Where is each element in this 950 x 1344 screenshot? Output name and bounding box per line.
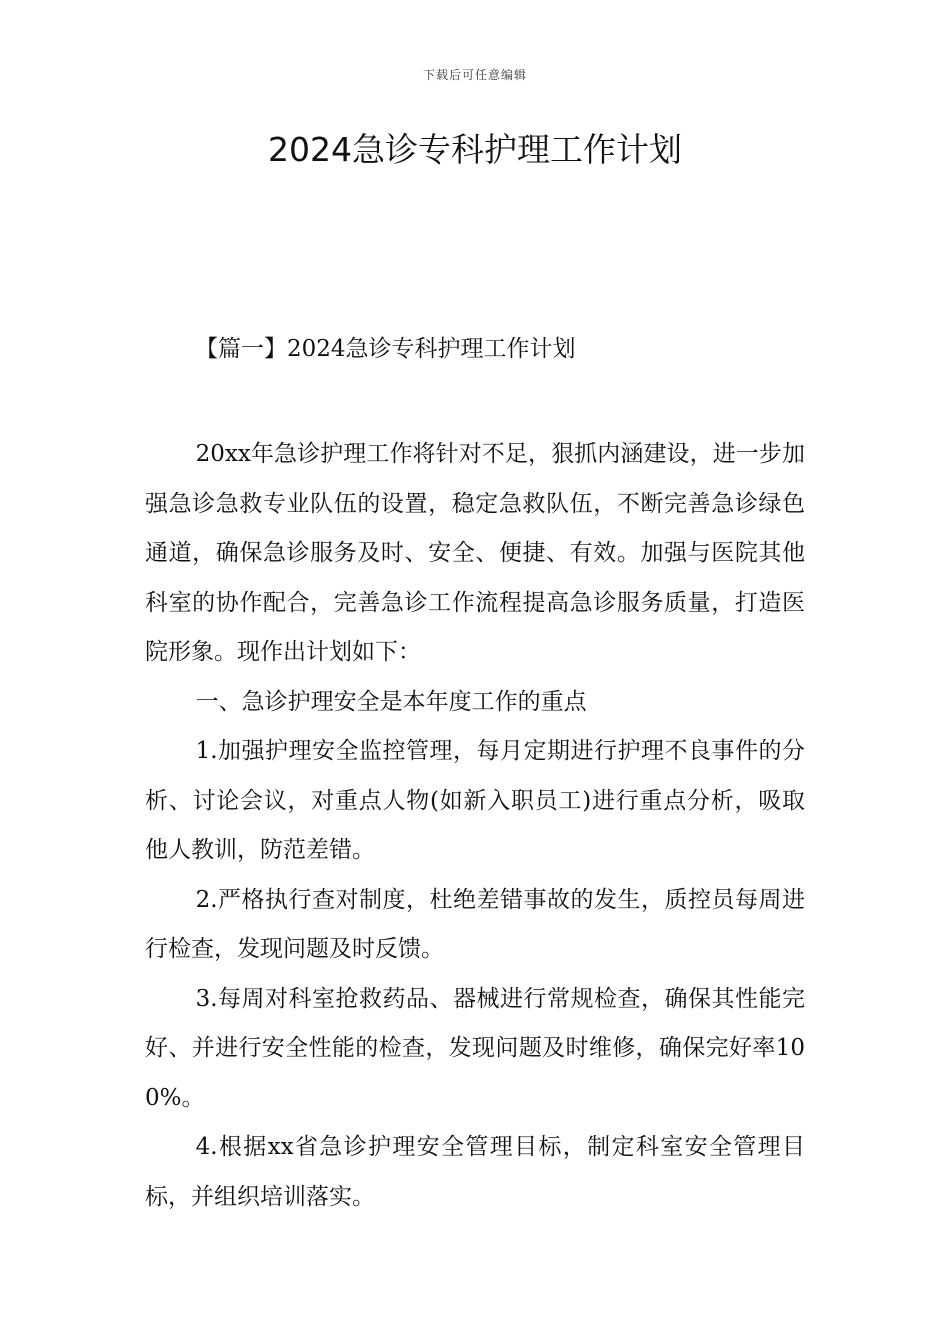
- header-note: 下载后可任意编辑: [422, 68, 527, 82]
- section-heading: 【篇一】2024急诊专科护理工作计划: [195, 336, 576, 362]
- paragraph-item-4: 4.根据xx省急诊护理安全管理目标，制定科室安全管理目标，并组织培训落实。: [145, 1134, 805, 1210]
- paragraph-item-1: 1.加强护理安全监控管理，每月定期进行护理不良事件的分析、讨论会议，对重点人物(如新入职员工)进行重点分析，吸取他人教训，防范差错。: [145, 738, 805, 863]
- paragraph-intro: 20xx年急诊护理工作将针对不足，狠抓内涵建设，进一步加强急诊急救专业队伍的设置，稳定急救队伍，不断完善急诊绿色通道，确保急诊服务及时、安全、便捷、有效。加强与医院其他科室的协作配合，完善急诊工作流程提高急诊服务质量，打造医院形象。现作出计划如下：: [145, 441, 805, 665]
- paragraph-item-3: 3.每周对科室抢救药品、器械进行常规检查，确保其性能完好、并进行安全性能的检查，发现问题及时维修，确保完好率100%。: [145, 985, 805, 1111]
- paragraph-section-one-heading: 一、急诊护理安全是本年度工作的重点: [195, 688, 587, 715]
- paragraph-item-2: 2.严格执行查对制度，杜绝差错事故的发生，质控员每周进行检查，发现问题及时反馈。: [145, 886, 805, 962]
- document-title: 2024急诊专科护理工作计划: [268, 130, 682, 169]
- document-body: [145, 430, 805, 1222]
